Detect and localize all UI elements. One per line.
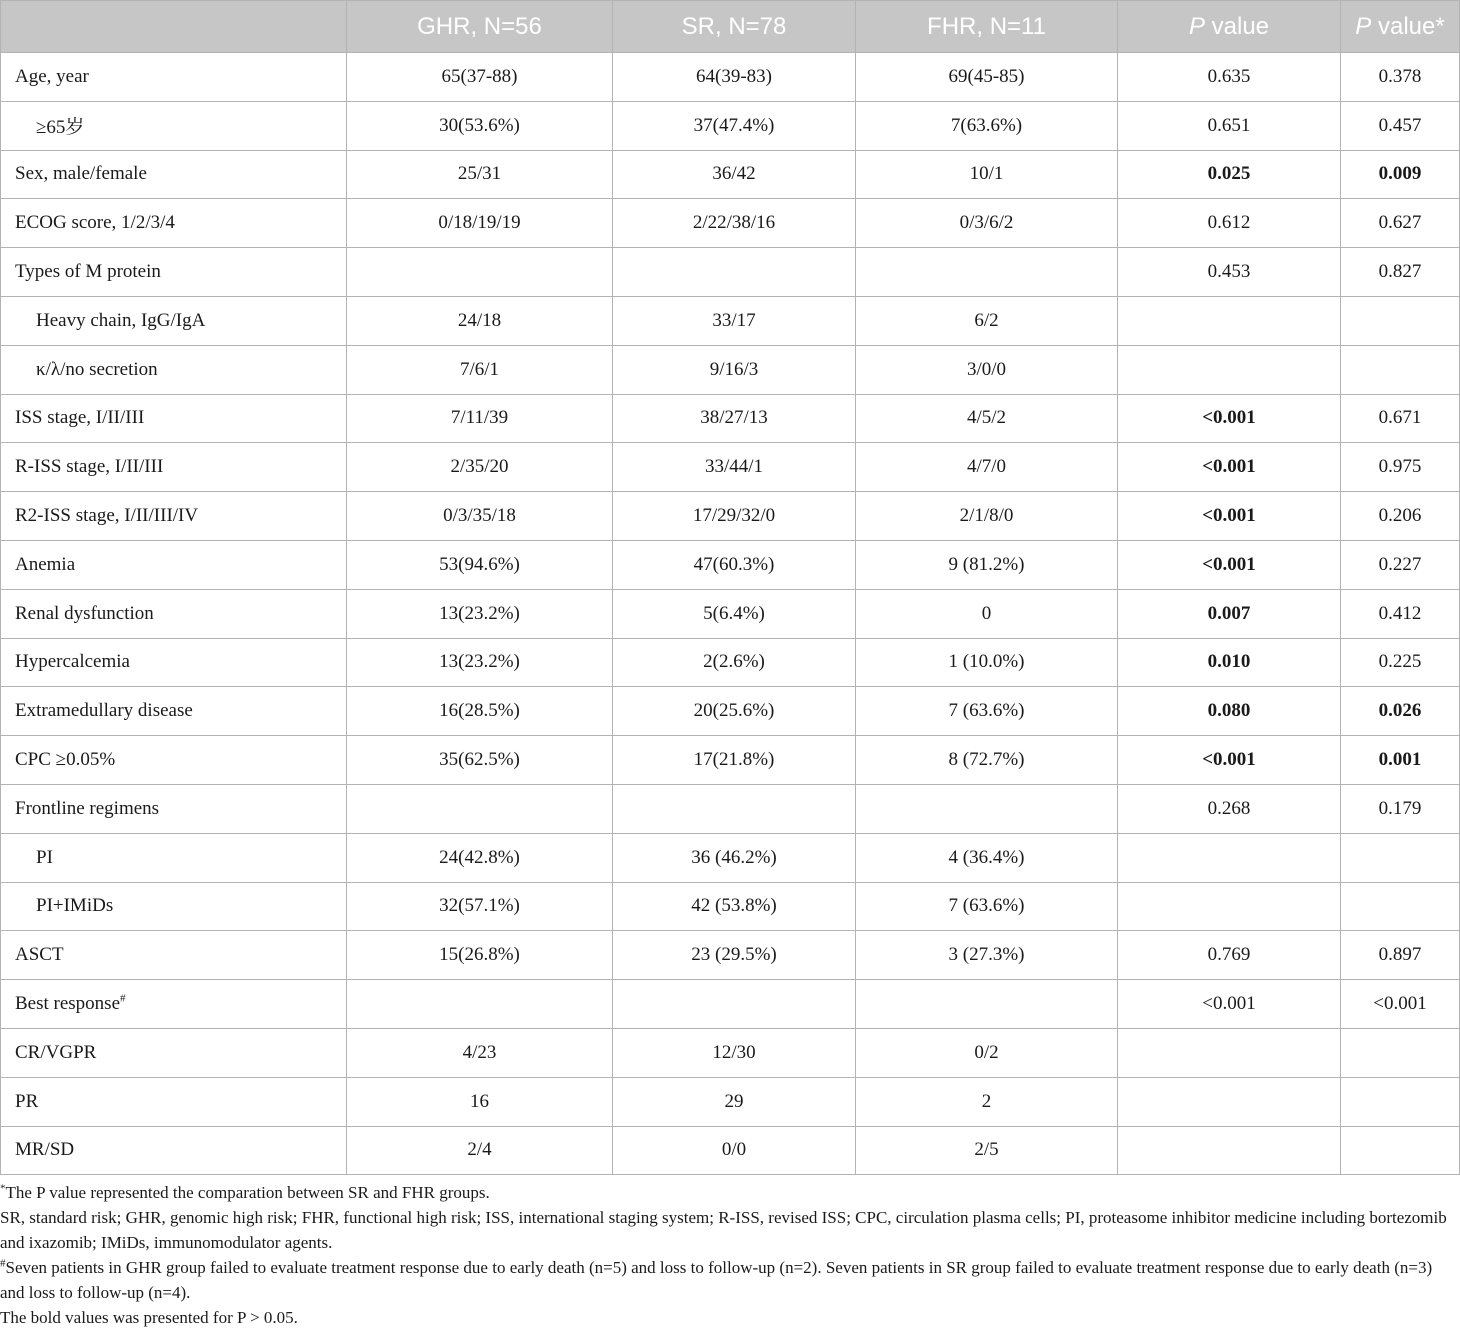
row-label [1, 931, 347, 980]
table-row [1, 53, 1460, 102]
table-cell: 4/5/2 [856, 394, 1118, 443]
table-cell: 0.457 [1341, 101, 1460, 150]
table-cell: 4/23 [347, 1028, 613, 1077]
table-cell: 10/1 [856, 150, 1118, 199]
table-cell: 0/3/35/18 [347, 492, 613, 541]
row-label-text: ≥65岁 [36, 117, 85, 139]
footnote-text: The P value represented the comparation between SR and FHR groups. [5, 1183, 490, 1203]
table-cell: 9 (81.2%) [856, 540, 1118, 589]
table-cell: 17/29/32/0 [613, 492, 856, 541]
table-cell: 4 (36.4%) [856, 833, 1118, 882]
table-cell [1118, 296, 1341, 345]
row-label-text: Frontline regimens [15, 797, 160, 819]
row-label-text: Best response [15, 993, 121, 1015]
row-label-text: Sex, male/female [15, 163, 147, 185]
row-label [1, 980, 347, 1029]
table-cell [1118, 345, 1341, 394]
table-row [1, 736, 1460, 785]
row-label [1, 1126, 347, 1175]
row-label [1, 687, 347, 736]
row-label-text: Extramedullary disease [15, 700, 193, 722]
row-label-text: ECOG score, 1/2/3/4 [15, 212, 175, 234]
table-cell: 23 (29.5%) [613, 931, 856, 980]
footnote [0, 1180, 1460, 1205]
table-row [1, 1126, 1460, 1175]
table-cell [347, 784, 613, 833]
table-row [1, 296, 1460, 345]
table-cell: 12/30 [613, 1028, 856, 1077]
table-cell: 7(63.6%) [856, 101, 1118, 150]
footnote-marker: * [0, 1182, 6, 1195]
table-cell [856, 980, 1118, 1029]
table-cell: 6/2 [856, 296, 1118, 345]
table-row [1, 1077, 1460, 1126]
table-cell: 4/7/0 [856, 443, 1118, 492]
table-cell [1118, 1077, 1341, 1126]
table-cell: 69(45-85) [856, 53, 1118, 102]
column-header-suffix: value [1204, 12, 1270, 40]
table-cell [1341, 1028, 1460, 1077]
table-row [1, 980, 1460, 1029]
table-cell: 64(39-83) [613, 53, 856, 102]
row-label-text: R2-ISS stage, I/II/III/IV [15, 505, 199, 527]
table-cell [1341, 882, 1460, 931]
row-label-text: ASCT [15, 944, 64, 966]
table-cell [1118, 1028, 1341, 1077]
table-row [1, 443, 1460, 492]
table-cell: 0.627 [1341, 199, 1460, 248]
table-cell: 0.897 [1341, 931, 1460, 980]
column-header-italic: P [1355, 12, 1372, 40]
table-cell: 0.010 [1118, 638, 1341, 687]
row-label-text: PR [15, 1090, 39, 1112]
table-cell: 0 [856, 589, 1118, 638]
row-label [1, 736, 347, 785]
table-cell: 9/16/3 [613, 345, 856, 394]
table-cell: 53(94.6%) [347, 540, 613, 589]
table-cell [1341, 1077, 1460, 1126]
table-cell: <0.001 [1118, 736, 1341, 785]
table-cell: 0.026 [1341, 687, 1460, 736]
row-label [1, 53, 347, 102]
row-label-superscript: # [120, 992, 126, 1005]
table-cell: 0.453 [1118, 248, 1341, 297]
table-cell: 0.080 [1118, 687, 1341, 736]
table-cell: 0.827 [1341, 248, 1460, 297]
table-cell: 0.179 [1341, 784, 1460, 833]
table-cell: 2 [856, 1077, 1118, 1126]
table-cell: 33/44/1 [613, 443, 856, 492]
footnote-marker: # [0, 1257, 6, 1270]
table-cell: 17(21.8%) [613, 736, 856, 785]
table-cell: 20(25.6%) [613, 687, 856, 736]
table-row [1, 394, 1460, 443]
table-cell: 29 [613, 1077, 856, 1126]
table-cell: 0.651 [1118, 101, 1341, 150]
table-cell: 30(53.6%) [347, 101, 613, 150]
footnote-text: SR, standard risk; GHR, genomic high risk; FHR, functional high risk; ISS, international staging system; R-ISS, revised ISS; CPC, circulation plasma cells; PI, proteasome inhibitor medicine including bortezomib and ixazomib; IMiDs, immunomodulator agents. [0, 1208, 1447, 1253]
row-label-text: CR/VGPR [15, 1041, 97, 1063]
table-cell [1118, 833, 1341, 882]
table-row [1, 345, 1460, 394]
column-header [1118, 1, 1341, 53]
table-cell: 0.635 [1118, 53, 1341, 102]
table-row [1, 199, 1460, 248]
row-label-text: MR/SD [15, 1139, 75, 1161]
column-header-text: FHR, N=11 [927, 12, 1046, 40]
table-cell: 32(57.1%) [347, 882, 613, 931]
table-row [1, 687, 1460, 736]
row-label-text: PI [36, 846, 53, 868]
footnote [0, 1255, 1460, 1305]
table-cell: <0.001 [1341, 980, 1460, 1029]
footnote [0, 1305, 1460, 1330]
column-header [613, 1, 856, 53]
row-label [1, 1028, 347, 1077]
table-footnotes [0, 1175, 1460, 1330]
table-cell: 25/31 [347, 150, 613, 199]
row-label [1, 540, 347, 589]
table-cell [856, 784, 1118, 833]
table-cell: 0.268 [1118, 784, 1341, 833]
table-cell: 8 (72.7%) [856, 736, 1118, 785]
table-cell: 13(23.2%) [347, 589, 613, 638]
row-label [1, 248, 347, 297]
row-label [1, 638, 347, 687]
table-cell [613, 980, 856, 1029]
table-cell: 0/0 [613, 1126, 856, 1175]
table-cell [613, 784, 856, 833]
table-cell: 0.612 [1118, 199, 1341, 248]
column-header [347, 1, 613, 53]
table-cell: 0/18/19/19 [347, 199, 613, 248]
table-cell [1118, 1126, 1341, 1175]
table-cell: 2/5 [856, 1126, 1118, 1175]
column-header-text: SR, N=78 [681, 12, 787, 40]
table-cell [1341, 345, 1460, 394]
row-label [1, 345, 347, 394]
table-cell [856, 248, 1118, 297]
row-label-text: Hypercalcemia [15, 651, 130, 673]
table-cell [1341, 833, 1460, 882]
row-label-text: R-ISS stage, I/II/III [15, 456, 164, 478]
row-label-text: Age, year [15, 65, 89, 87]
table-cell: 37(47.4%) [613, 101, 856, 150]
table-row [1, 540, 1460, 589]
table-cell: 0.025 [1118, 150, 1341, 199]
table-cell: 1 (10.0%) [856, 638, 1118, 687]
row-label-text: κ/λ/no secretion [36, 358, 158, 380]
row-label [1, 882, 347, 931]
table-cell: 3/0/0 [856, 345, 1118, 394]
table-cell [347, 980, 613, 1029]
table-cell: 0.007 [1118, 589, 1341, 638]
table-row [1, 248, 1460, 297]
column-header-text: GHR, N=56 [417, 12, 542, 40]
table-cell: 2/35/20 [347, 443, 613, 492]
column-header [856, 1, 1118, 53]
row-label-text: Heavy chain, IgG/IgA [36, 309, 206, 331]
table-cell: 7/6/1 [347, 345, 613, 394]
table-cell: 0.001 [1341, 736, 1460, 785]
row-label-text: ISS stage, I/II/III [15, 407, 145, 429]
footnote-text: The bold values was presented for P > 0.05. [0, 1308, 298, 1328]
row-label [1, 443, 347, 492]
table-header [1, 1, 1460, 53]
table-cell [1341, 1126, 1460, 1175]
table-cell: 0.009 [1341, 150, 1460, 199]
table-cell: 38/27/13 [613, 394, 856, 443]
row-label [1, 784, 347, 833]
table-cell: 42 (53.8%) [613, 882, 856, 931]
table-cell: 7 (63.6%) [856, 687, 1118, 736]
table-cell: 33/17 [613, 296, 856, 345]
row-label [1, 589, 347, 638]
table-cell: 5(6.4%) [613, 589, 856, 638]
table-cell: 0.206 [1341, 492, 1460, 541]
header-row [1, 1, 1460, 53]
table-row [1, 150, 1460, 199]
table-cell: 16(28.5%) [347, 687, 613, 736]
table-cell [347, 248, 613, 297]
table-cell: 0.671 [1341, 394, 1460, 443]
table-row [1, 589, 1460, 638]
table-cell: 0.769 [1118, 931, 1341, 980]
row-label [1, 833, 347, 882]
row-label-text: Types of M protein [15, 261, 161, 283]
table-cell: 13(23.2%) [347, 638, 613, 687]
table-cell: 7 (63.6%) [856, 882, 1118, 931]
table-cell: <0.001 [1118, 492, 1341, 541]
table-cell: 36 (46.2%) [613, 833, 856, 882]
table-cell [613, 248, 856, 297]
row-label [1, 150, 347, 199]
column-header-suffix: value* [1371, 12, 1445, 40]
table-cell: <0.001 [1118, 443, 1341, 492]
table-cell: <0.001 [1118, 540, 1341, 589]
table-cell: 7/11/39 [347, 394, 613, 443]
table-row [1, 833, 1460, 882]
table-cell: 0/3/6/2 [856, 199, 1118, 248]
row-label [1, 1077, 347, 1126]
table-cell: 0.975 [1341, 443, 1460, 492]
table-cell: 0.227 [1341, 540, 1460, 589]
row-label-text: Anemia [15, 553, 76, 575]
table-cell: <0.001 [1118, 980, 1341, 1029]
footnote [0, 1205, 1460, 1255]
table-row [1, 784, 1460, 833]
row-label [1, 492, 347, 541]
row-label [1, 296, 347, 345]
table-cell: <0.001 [1118, 394, 1341, 443]
footnote-text: Seven patients in GHR group failed to evaluate treatment response due to early death (n=5) and loss to follow-up (n=2). Seven patients in SR group failed to evaluate treatment response due to early death (n=3) and loss to follow-up (n=4). [0, 1258, 1433, 1303]
table-row [1, 492, 1460, 541]
table-cell: 0.412 [1341, 589, 1460, 638]
row-label [1, 199, 347, 248]
table-cell: 24(42.8%) [347, 833, 613, 882]
table-cell: 2/1/8/0 [856, 492, 1118, 541]
table-row [1, 931, 1460, 980]
table-cell [1118, 882, 1341, 931]
row-label-text: PI+IMiDs [36, 895, 114, 917]
table-cell: 2/4 [347, 1126, 613, 1175]
table-body [1, 53, 1460, 1175]
table-row [1, 101, 1460, 150]
column-header [1, 1, 347, 53]
column-header [1341, 1, 1460, 53]
table-cell: 2/22/38/16 [613, 199, 856, 248]
table-row [1, 638, 1460, 687]
table-cell: 24/18 [347, 296, 613, 345]
table-cell: 0.378 [1341, 53, 1460, 102]
table-row [1, 882, 1460, 931]
table-cell: 15(26.8%) [347, 931, 613, 980]
table-cell: 16 [347, 1077, 613, 1126]
table-cell: 3 (27.3%) [856, 931, 1118, 980]
table-cell [1341, 296, 1460, 345]
table-cell: 0/2 [856, 1028, 1118, 1077]
column-header-italic: P [1188, 12, 1205, 40]
table-cell: 2(2.6%) [613, 638, 856, 687]
table-cell: 65(37-88) [347, 53, 613, 102]
table-cell: 0.225 [1341, 638, 1460, 687]
row-label-text: CPC ≥0.05% [15, 749, 116, 771]
row-label-text: Renal dysfunction [15, 602, 154, 624]
table-cell: 36/42 [613, 150, 856, 199]
table-cell: 35(62.5%) [347, 736, 613, 785]
row-label [1, 101, 347, 150]
table-row [1, 1028, 1460, 1077]
row-label [1, 394, 347, 443]
table-cell: 47(60.3%) [613, 540, 856, 589]
